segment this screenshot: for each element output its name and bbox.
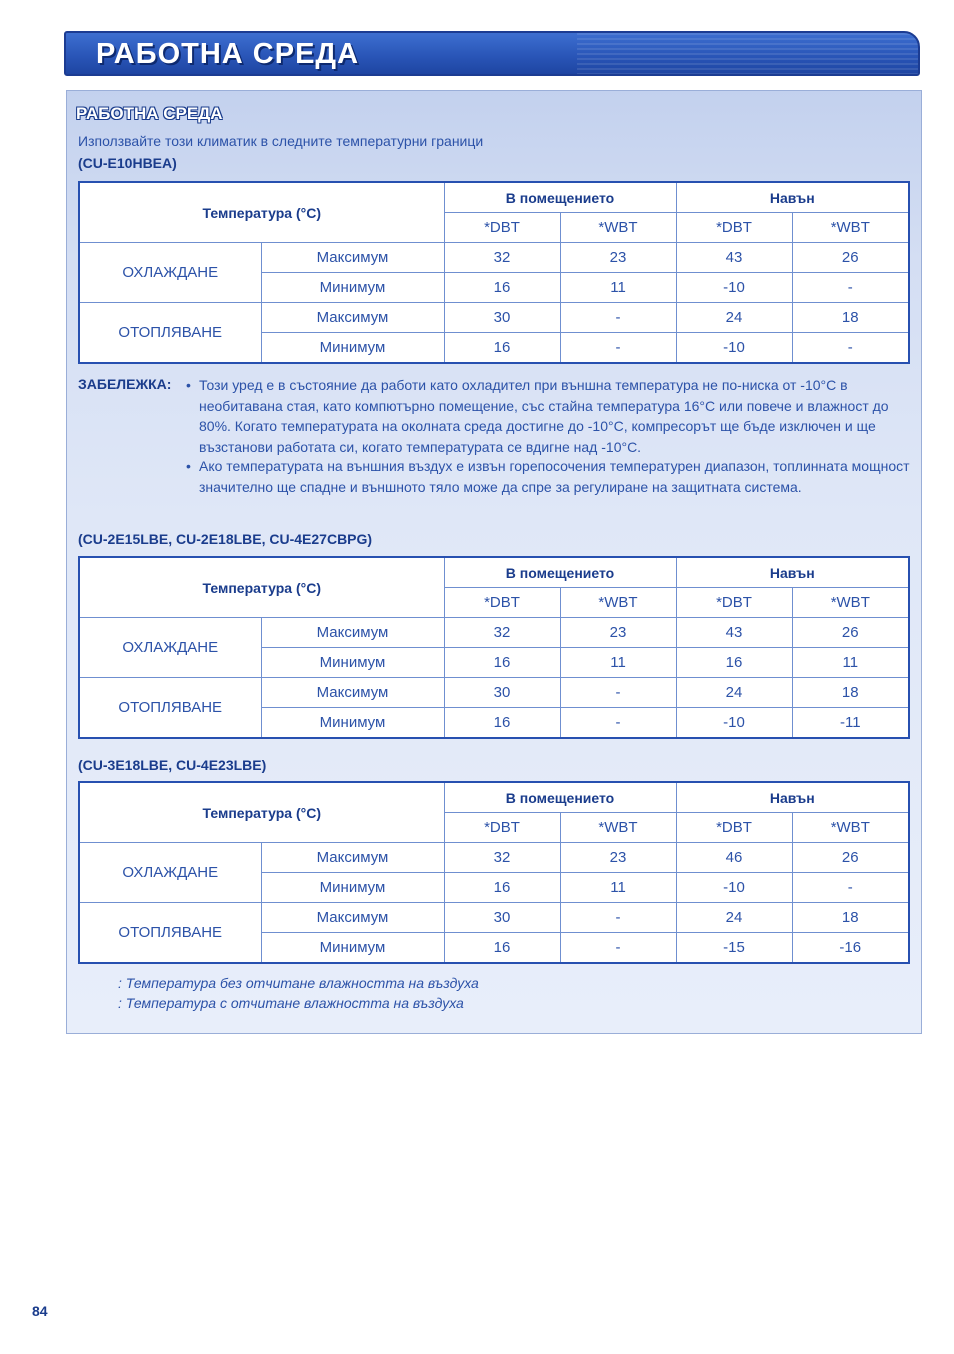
row-label-max: Максимум xyxy=(261,303,444,333)
mode-heating: ОТОПЛЯВАНЕ xyxy=(79,678,261,739)
header-outdoor-dbt: *DBT xyxy=(676,588,792,618)
cell-value: 11 xyxy=(560,873,676,903)
cell-value: - xyxy=(560,303,676,333)
note-text: Ако температурата на външния въздух е извън горепосочения температурен диапазон, топлинната мощност значително ще спадне и външното тяло може да спре за регулиране на защитната система. xyxy=(199,458,910,495)
section-title: РАБОТНА СРЕДА xyxy=(76,104,223,123)
cell-value: -16 xyxy=(792,933,909,964)
header-indoor-wbt: *WBT xyxy=(560,213,676,243)
page-number: 84 xyxy=(32,1303,48,1319)
cell-value: -15 xyxy=(676,933,792,964)
header-temperature: Температура (°C) xyxy=(79,782,444,843)
cell-value: 43 xyxy=(676,618,792,648)
bullet-marker: • xyxy=(186,377,191,393)
banner-stripes xyxy=(577,33,918,74)
cell-value: 16 xyxy=(444,648,560,678)
cell-value: - xyxy=(792,873,909,903)
table-row xyxy=(79,903,909,933)
header-outdoor: Навън xyxy=(676,182,909,213)
mode-cooling: ОХЛАЖДАНЕ xyxy=(79,243,261,303)
row-label-min: Минимум xyxy=(261,933,444,964)
operating-range-table-1 xyxy=(78,181,910,364)
note-text: Този уред е в състояние да работи като охладител при външна температура не по-ниска от -10°C в необитавана стая, като компютърно помещение, със стайна температура 16°C или повече и влажност до 80%. Когато температурата на околната среда достигне до -10°C, компресорът ще бъде изключен и ще възстанови работата си, когато температурата се вдигне над -10°C. xyxy=(199,377,889,455)
header-indoor: В помещението xyxy=(444,782,676,813)
cell-value: 23 xyxy=(560,843,676,873)
header-outdoor-wbt: *WBT xyxy=(792,213,909,243)
cell-value: 32 xyxy=(444,618,560,648)
header-indoor-dbt: *DBT xyxy=(444,213,560,243)
cell-value: 18 xyxy=(792,303,909,333)
cell-value: - xyxy=(560,708,676,739)
cell-value: - xyxy=(560,903,676,933)
table-row xyxy=(79,243,909,273)
cell-value: 23 xyxy=(560,243,676,273)
header-outdoor: Навън xyxy=(676,782,909,813)
model-label-2: (CU-2E15LBE, CU-2E18LBE, CU-4E27CBPG) xyxy=(78,531,373,547)
cell-value: 16 xyxy=(444,933,560,964)
row-label-max: Максимум xyxy=(261,678,444,708)
cell-value: 16 xyxy=(444,708,560,739)
cell-value: 43 xyxy=(676,243,792,273)
header-indoor-wbt: *WBT xyxy=(560,813,676,843)
header-outdoor: Навън xyxy=(676,557,909,588)
cell-value: 23 xyxy=(560,618,676,648)
header-outdoor-wbt: *WBT xyxy=(792,588,909,618)
bullet-marker: • xyxy=(186,458,191,474)
cell-value: 16 xyxy=(444,273,560,303)
mode-heating: ОТОПЛЯВАНЕ xyxy=(79,903,261,964)
cell-value: -10 xyxy=(676,333,792,364)
cell-value: 18 xyxy=(792,903,909,933)
table-row xyxy=(79,678,909,708)
cell-value: -11 xyxy=(792,708,909,739)
note-item xyxy=(186,375,910,457)
cell-value: 16 xyxy=(444,873,560,903)
cell-value: 11 xyxy=(792,648,909,678)
header-indoor-dbt: *DBT xyxy=(444,588,560,618)
cell-value: -10 xyxy=(676,873,792,903)
cell-value: 32 xyxy=(444,843,560,873)
cell-value: 46 xyxy=(676,843,792,873)
header-indoor-wbt: *WBT xyxy=(560,588,676,618)
model-label-1: (CU-E10HBEA) xyxy=(78,155,177,171)
cell-value: - xyxy=(560,333,676,364)
row-label-max: Максимум xyxy=(261,618,444,648)
cell-value: - xyxy=(792,273,909,303)
operating-range-table-2 xyxy=(78,556,910,739)
mode-heating: ОТОПЛЯВАНЕ xyxy=(79,303,261,364)
header-temperature: Температура (°C) xyxy=(79,182,444,243)
row-label-min: Минимум xyxy=(261,648,444,678)
legend-wbt: : Температура с отчитане влажността на въздуха xyxy=(118,995,464,1011)
row-label-min: Минимум xyxy=(261,273,444,303)
table-row xyxy=(79,843,909,873)
cell-value: 24 xyxy=(676,678,792,708)
cell-value: 26 xyxy=(792,618,909,648)
cell-value: 32 xyxy=(444,243,560,273)
cell-value: - xyxy=(560,678,676,708)
mode-cooling: ОХЛАЖДАНЕ xyxy=(79,618,261,678)
table-row xyxy=(79,303,909,333)
header-outdoor-dbt: *DBT xyxy=(676,213,792,243)
cell-value: 18 xyxy=(792,678,909,708)
cell-value: 30 xyxy=(444,678,560,708)
cell-value: 11 xyxy=(560,648,676,678)
cell-value: 26 xyxy=(792,843,909,873)
cell-value: 26 xyxy=(792,243,909,273)
header-indoor: В помещението xyxy=(444,557,676,588)
banner-title: РАБОТНА СРЕДА xyxy=(96,38,360,70)
row-label-min: Минимум xyxy=(261,873,444,903)
operating-range-table-3 xyxy=(78,781,910,964)
header-temperature: Температура (°C) xyxy=(79,557,444,618)
cell-value: 11 xyxy=(560,273,676,303)
cell-value: -10 xyxy=(676,708,792,739)
cell-value: 16 xyxy=(444,333,560,364)
row-label-max: Максимум xyxy=(261,243,444,273)
cell-value: 16 xyxy=(676,648,792,678)
page-banner xyxy=(64,31,920,76)
cell-value: - xyxy=(792,333,909,364)
cell-value: 30 xyxy=(444,903,560,933)
cell-value: 24 xyxy=(676,303,792,333)
cell-value: 24 xyxy=(676,903,792,933)
header-outdoor-dbt: *DBT xyxy=(676,813,792,843)
table-row xyxy=(79,618,909,648)
cell-value: -10 xyxy=(676,273,792,303)
row-label-min: Минимум xyxy=(261,333,444,364)
cell-value: - xyxy=(560,933,676,964)
note-item xyxy=(186,456,910,497)
header-indoor-dbt: *DBT xyxy=(444,813,560,843)
row-label-max: Максимум xyxy=(261,843,444,873)
header-indoor: В помещението xyxy=(444,182,676,213)
legend-dbt: : Температура без отчитане влажността на въздуха xyxy=(118,975,479,991)
row-label-max: Максимум xyxy=(261,903,444,933)
note-label: ЗАБЕЛЕЖКА: xyxy=(78,376,172,392)
cell-value: 30 xyxy=(444,303,560,333)
model-label-3: (CU-3E18LBE, CU-4E23LBE) xyxy=(78,757,267,773)
header-outdoor-wbt: *WBT xyxy=(792,813,909,843)
row-label-min: Минимум xyxy=(261,708,444,739)
mode-cooling: ОХЛАЖДАНЕ xyxy=(79,843,261,903)
section-intro: Използвайте този климатик в следните температурни граници xyxy=(78,133,484,149)
